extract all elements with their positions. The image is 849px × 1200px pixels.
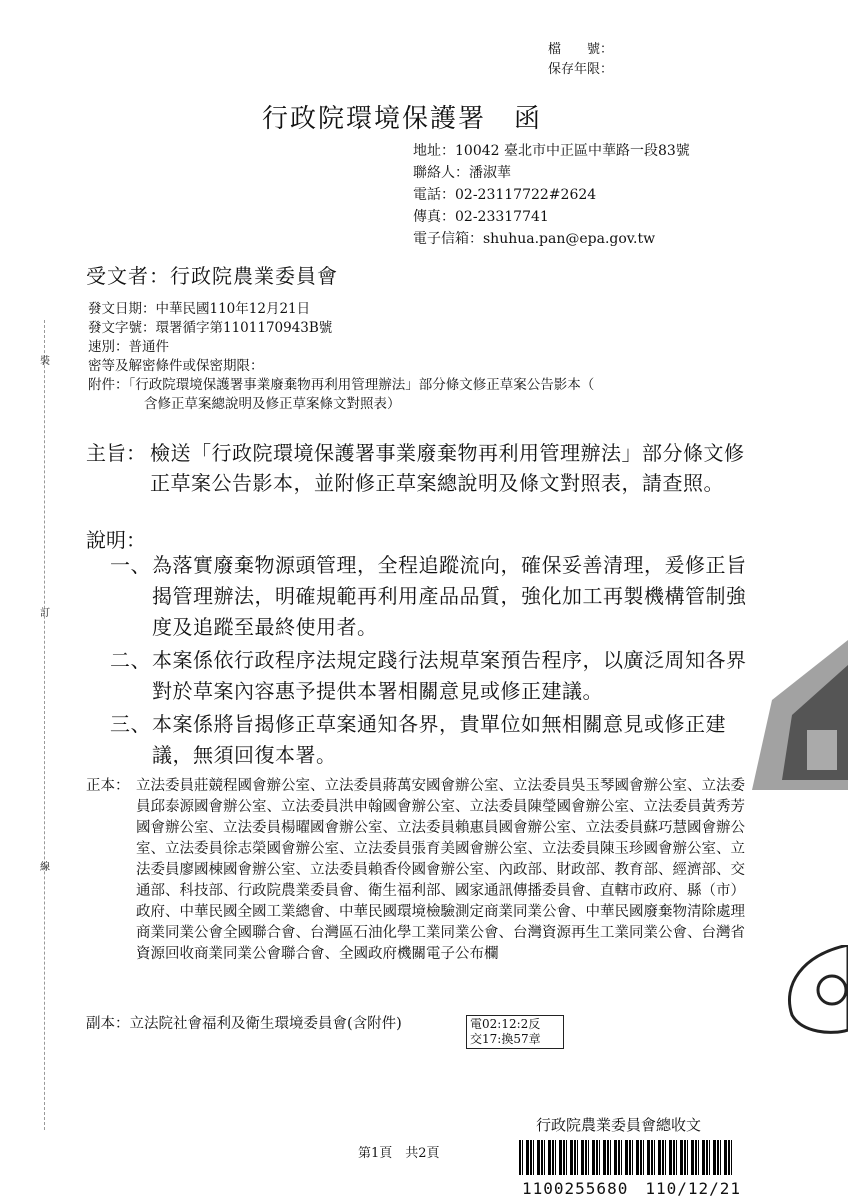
explanation-item <box>100 645 760 707</box>
item-text: 為落實廢棄物源頭管理，全程追蹤流向，確保妥善清理，爰修正旨揭管理辦法，明確規範再利用產品品質，強化加工再製機構管制強度及追蹤至最終使用者。 <box>152 553 747 639</box>
item-number: 三、 <box>110 712 151 736</box>
address: 地址：10042 臺北市中正區中華路一段83號 <box>413 143 690 159</box>
item-text: 本案係依行政程序法規定踐行法規草案預告程序，以廣泛周知各界對於草案內容惠予提供本署相關意見或修正建議。 <box>152 648 747 703</box>
partial-seal-icon <box>782 945 848 1035</box>
explanation-list <box>100 550 760 773</box>
stamp-line-1: 電02:12:2反 <box>470 1017 541 1031</box>
document-number: 發文字號：環署循字第1101170943B號 <box>88 320 333 336</box>
explanation-label: 說明： <box>86 528 146 552</box>
stamp-line-2: 交17:換57章 <box>470 1032 541 1046</box>
distribution-block <box>86 776 756 965</box>
attachment-line-2: 含修正草案總說明及修正草案條文對照表） <box>144 396 401 412</box>
binding-mark: 訂 <box>40 608 50 619</box>
document-title: 行政院環境保護署 函 <box>262 104 543 134</box>
explanation-item <box>100 550 760 643</box>
explanation-item <box>100 709 760 771</box>
item-text: 本案係將旨揭修正草案通知各界，貴單位如無相關意見或修正建議，無須回復本署。 <box>152 712 726 767</box>
subject-text: 檢送「行政院環境保護署事業廢棄物再利用管理辦法」部分條文修正草案公告影本，並附修正草案總說明及條文對照表，請查照。 <box>150 441 745 495</box>
item-number: 一、 <box>110 553 151 577</box>
subject-block <box>86 438 756 498</box>
issue-date: 發文日期：中華民國110年12月21日 <box>88 301 311 317</box>
item-number: 二、 <box>110 648 151 672</box>
contact-person: 聯絡人：潘淑華 <box>413 165 511 181</box>
binding-mark: 線 <box>40 862 50 873</box>
secrecy: 密等及解密條件或保密期限： <box>88 358 264 374</box>
barcode-icon <box>519 1140 735 1175</box>
official-seal-icon <box>752 640 848 790</box>
handwritten-stamp-box <box>466 1015 564 1049</box>
binding-mark: 裝 <box>40 356 50 367</box>
distribution-label: 正本： <box>86 778 130 794</box>
contact-block <box>413 140 690 250</box>
meta-block <box>88 300 758 414</box>
distribution-text: 立法委員莊競程國會辦公室、立法委員蔣萬安國會辦公室、立法委員吳玉琴國會辦公室、立法委員邱泰源國會辦公室、立法委員洪申翰國會辦公室、立法委員陳瑩國會辦公室、立法委員黃秀芳國會辦公室、立法委員楊曜國會辦公室、立法委員賴惠員國會辦公室、立法委員蘇巧慧國會辦公室、立法委員徐志榮國會辦公室、立法委員張育美國會辦公室、立法委員陳玉珍國會辦公室、立法委員廖國棟國會辦公室、立法委員賴香伶國會辦公室、內政部、財政部、教育部、經濟部、交通部、科技部、行政院農業委員會、衛生福利部、國家通訊傳播委員會、直轄市政府、縣（市）政府、中華民國全國工業總會、中華民國環境檢驗測定商業同業公會、中華民國廢棄物清除處理商業同業公會全國聯合會、台灣區石油化學工業同業公會、台灣資源再生工業同業公會、台灣省資源回收商業同業公會聯合會、全國政府機關電子公布欄 <box>136 778 745 962</box>
file-number-label: 檔 號： <box>548 42 614 57</box>
phone: 電話：02-23117722#2624 <box>413 187 597 203</box>
retention-label: 保存年限： <box>548 62 614 77</box>
speed: 速別：普通件 <box>88 339 169 355</box>
recipient: 受文者：行政院農業委員會 <box>86 264 338 288</box>
copy-recipient: 副本：立法院社會福利及衛生環境委員會(含附件) <box>86 1016 402 1032</box>
receipt-number: 1100255680 110/12/21 <box>522 1179 742 1198</box>
archive-info <box>548 40 613 80</box>
fax: 傳真：02-23317741 <box>413 209 549 225</box>
email: 電子信箱：shuhua.pan@epa.gov.tw <box>413 231 656 247</box>
page-number: 第1頁 共2頁 <box>358 1146 440 1161</box>
attachment-line-1: 附件：「行政院環境保護署事業廢棄物再利用管理辦法」部分條文修正草案公告影本（ <box>88 377 595 393</box>
receipt-title: 行政院農業委員會總收文 <box>536 1116 702 1134</box>
binding-line <box>44 320 45 1130</box>
subject-label: 主旨： <box>86 441 146 465</box>
